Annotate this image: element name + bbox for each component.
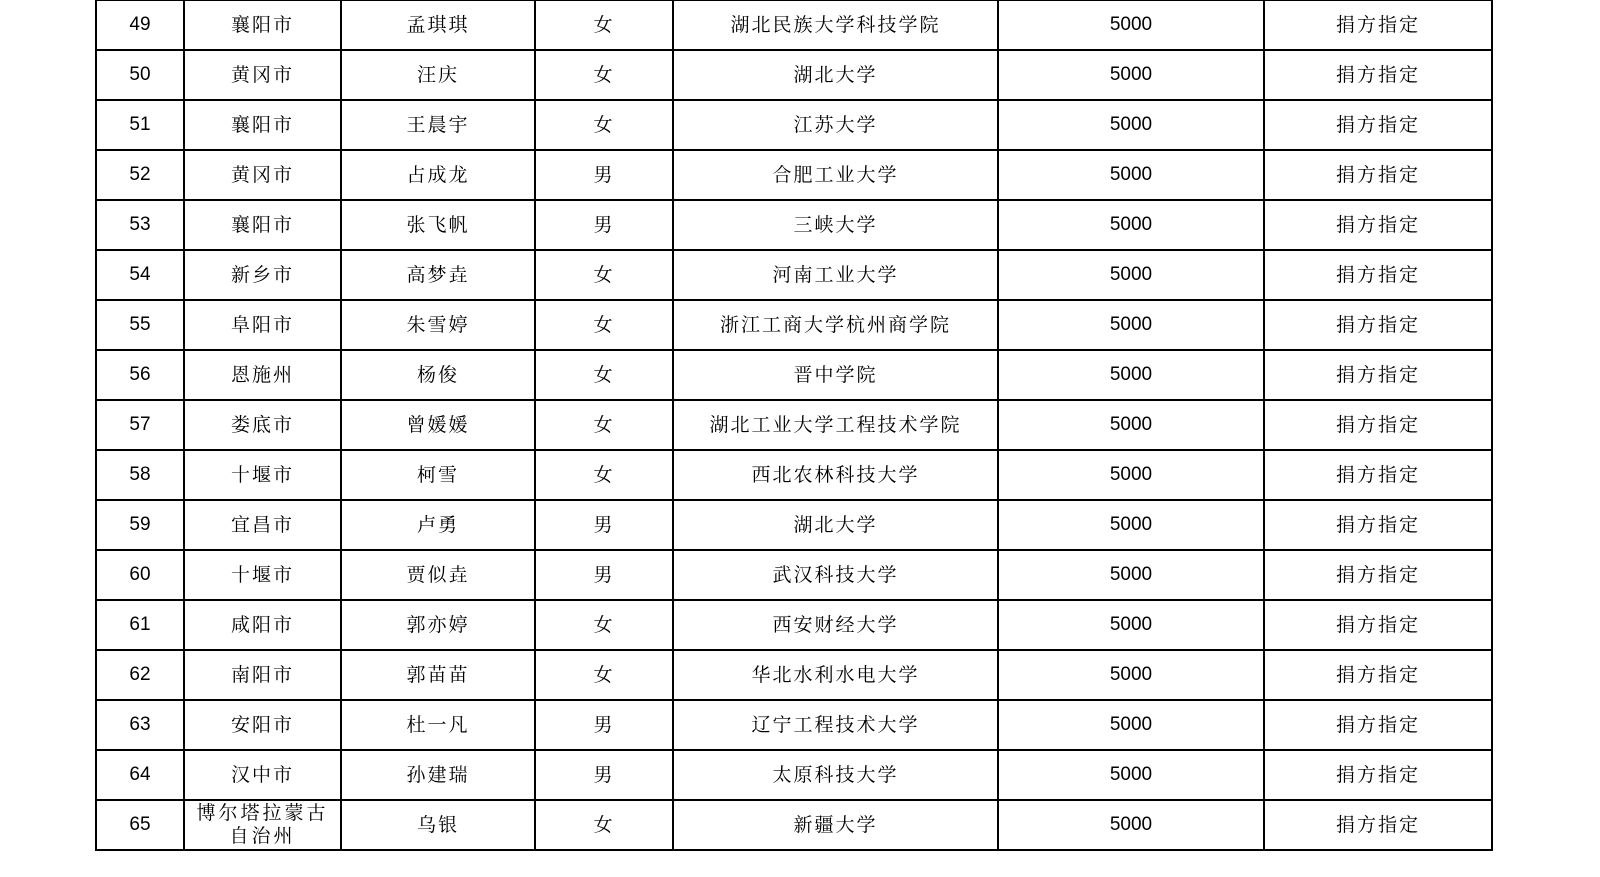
cell-city: 宜昌市 xyxy=(184,500,341,550)
cell-gender: 女 xyxy=(535,0,673,50)
table-row xyxy=(96,300,1492,350)
cell-city: 阜阳市 xyxy=(184,300,341,350)
cell-gender: 男 xyxy=(535,200,673,250)
cell-amount: 5000 xyxy=(998,200,1264,250)
cell-school: 新疆大学 xyxy=(673,800,998,850)
cell-school: 辽宁工程技术大学 xyxy=(673,700,998,750)
cell-number: 53 xyxy=(96,200,184,250)
cell-school: 华北水利水电大学 xyxy=(673,650,998,700)
cell-school: 太原科技大学 xyxy=(673,750,998,800)
table-row xyxy=(96,550,1492,600)
cell-type: 捐方指定 xyxy=(1264,100,1492,150)
table-row xyxy=(96,650,1492,700)
cell-gender: 女 xyxy=(535,50,673,100)
cell-name: 曾媛媛 xyxy=(341,400,535,450)
cell-number: 57 xyxy=(96,400,184,450)
cell-school: 湖北大学 xyxy=(673,500,998,550)
cell-number: 58 xyxy=(96,450,184,500)
cell-number: 52 xyxy=(96,150,184,200)
cell-school: 江苏大学 xyxy=(673,100,998,150)
cell-name: 汪庆 xyxy=(341,50,535,100)
table-row xyxy=(96,750,1492,800)
cell-name: 张飞帆 xyxy=(341,200,535,250)
cell-amount: 5000 xyxy=(998,50,1264,100)
cell-number: 62 xyxy=(96,650,184,700)
cell-type: 捐方指定 xyxy=(1264,400,1492,450)
cell-city: 襄阳市 xyxy=(184,0,341,50)
cell-amount: 5000 xyxy=(998,450,1264,500)
table-row xyxy=(96,400,1492,450)
cell-number: 51 xyxy=(96,100,184,150)
cell-name: 卢勇 xyxy=(341,500,535,550)
cell-school: 湖北工业大学工程技术学院 xyxy=(673,400,998,450)
table-row xyxy=(96,250,1492,300)
cell-number: 49 xyxy=(96,0,184,50)
cell-school: 湖北大学 xyxy=(673,50,998,100)
cell-city: 安阳市 xyxy=(184,700,341,750)
cell-name: 孟琪琪 xyxy=(341,0,535,50)
cell-type: 捐方指定 xyxy=(1264,200,1492,250)
cell-gender: 男 xyxy=(535,150,673,200)
cell-type: 捐方指定 xyxy=(1264,450,1492,500)
cell-amount: 5000 xyxy=(998,250,1264,300)
table-row xyxy=(96,500,1492,550)
cell-name: 高梦垚 xyxy=(341,250,535,300)
cell-type: 捐方指定 xyxy=(1264,0,1492,50)
table-body xyxy=(96,0,1492,850)
cell-city: 南阳市 xyxy=(184,650,341,700)
document-page xyxy=(95,0,1491,851)
cell-city: 十堰市 xyxy=(184,550,341,600)
recipient-table xyxy=(95,0,1493,851)
cell-type: 捐方指定 xyxy=(1264,750,1492,800)
table-row xyxy=(96,450,1492,500)
cell-gender: 女 xyxy=(535,250,673,300)
cell-city: 黄冈市 xyxy=(184,150,341,200)
cell-number: 54 xyxy=(96,250,184,300)
cell-amount: 5000 xyxy=(998,150,1264,200)
cell-number: 61 xyxy=(96,600,184,650)
cell-name: 贾似垚 xyxy=(341,550,535,600)
cell-gender: 女 xyxy=(535,450,673,500)
cell-amount: 5000 xyxy=(998,350,1264,400)
cell-type: 捐方指定 xyxy=(1264,150,1492,200)
cell-name: 朱雪婷 xyxy=(341,300,535,350)
cell-name: 乌银 xyxy=(341,800,535,850)
cell-school: 浙江工商大学杭州商学院 xyxy=(673,300,998,350)
cell-amount: 5000 xyxy=(998,550,1264,600)
cell-amount: 5000 xyxy=(998,600,1264,650)
cell-name: 郭亦婷 xyxy=(341,600,535,650)
cell-name: 杜一凡 xyxy=(341,700,535,750)
table-row xyxy=(96,350,1492,400)
cell-number: 63 xyxy=(96,700,184,750)
cell-gender: 男 xyxy=(535,550,673,600)
table-row xyxy=(96,700,1492,750)
cell-gender: 女 xyxy=(535,300,673,350)
cell-gender: 男 xyxy=(535,500,673,550)
cell-school: 三峡大学 xyxy=(673,200,998,250)
cell-amount: 5000 xyxy=(998,300,1264,350)
cell-gender: 女 xyxy=(535,100,673,150)
table-row xyxy=(96,0,1492,50)
cell-type: 捐方指定 xyxy=(1264,300,1492,350)
cell-name: 占成龙 xyxy=(341,150,535,200)
cell-amount: 5000 xyxy=(998,100,1264,150)
cell-gender: 女 xyxy=(535,400,673,450)
cell-type: 捐方指定 xyxy=(1264,50,1492,100)
table-row xyxy=(96,800,1492,850)
cell-type: 捐方指定 xyxy=(1264,800,1492,850)
cell-city: 新乡市 xyxy=(184,250,341,300)
cell-city: 襄阳市 xyxy=(184,100,341,150)
cell-type: 捐方指定 xyxy=(1264,550,1492,600)
table-row xyxy=(96,200,1492,250)
cell-school: 西北农林科技大学 xyxy=(673,450,998,500)
table-row xyxy=(96,100,1492,150)
cell-city: 十堰市 xyxy=(184,450,341,500)
cell-type: 捐方指定 xyxy=(1264,350,1492,400)
cell-name: 孙建瑞 xyxy=(341,750,535,800)
cell-type: 捐方指定 xyxy=(1264,700,1492,750)
table-row xyxy=(96,50,1492,100)
cell-gender: 女 xyxy=(535,650,673,700)
cell-type: 捐方指定 xyxy=(1264,600,1492,650)
cell-number: 65 xyxy=(96,800,184,850)
cell-amount: 5000 xyxy=(998,800,1264,850)
cell-number: 50 xyxy=(96,50,184,100)
cell-city: 汉中市 xyxy=(184,750,341,800)
cell-number: 55 xyxy=(96,300,184,350)
cell-name: 柯雪 xyxy=(341,450,535,500)
cell-amount: 5000 xyxy=(998,500,1264,550)
cell-gender: 女 xyxy=(535,350,673,400)
cell-school: 合肥工业大学 xyxy=(673,150,998,200)
cell-city: 黄冈市 xyxy=(184,50,341,100)
cell-school: 湖北民族大学科技学院 xyxy=(673,0,998,50)
cell-type: 捐方指定 xyxy=(1264,650,1492,700)
cell-gender: 男 xyxy=(535,750,673,800)
cell-type: 捐方指定 xyxy=(1264,250,1492,300)
cell-number: 60 xyxy=(96,550,184,600)
cell-amount: 5000 xyxy=(998,0,1264,50)
cell-amount: 5000 xyxy=(998,750,1264,800)
cell-name: 王晨宇 xyxy=(341,100,535,150)
cell-amount: 5000 xyxy=(998,700,1264,750)
cell-school: 西安财经大学 xyxy=(673,600,998,650)
cell-city: 博尔塔拉蒙古自治州 xyxy=(184,800,341,850)
cell-city: 咸阳市 xyxy=(184,600,341,650)
table-row xyxy=(96,150,1492,200)
cell-name: 郭苗苗 xyxy=(341,650,535,700)
cell-gender: 女 xyxy=(535,600,673,650)
cell-name: 杨俊 xyxy=(341,350,535,400)
cell-number: 56 xyxy=(96,350,184,400)
cell-type: 捐方指定 xyxy=(1264,500,1492,550)
cell-city: 娄底市 xyxy=(184,400,341,450)
cell-school: 晋中学院 xyxy=(673,350,998,400)
cell-gender: 男 xyxy=(535,700,673,750)
cell-amount: 5000 xyxy=(998,650,1264,700)
cell-amount: 5000 xyxy=(998,400,1264,450)
cell-school: 河南工业大学 xyxy=(673,250,998,300)
cell-number: 59 xyxy=(96,500,184,550)
cell-school: 武汉科技大学 xyxy=(673,550,998,600)
table-row xyxy=(96,600,1492,650)
cell-number: 64 xyxy=(96,750,184,800)
cell-city: 襄阳市 xyxy=(184,200,341,250)
cell-gender: 女 xyxy=(535,800,673,850)
cell-city: 恩施州 xyxy=(184,350,341,400)
